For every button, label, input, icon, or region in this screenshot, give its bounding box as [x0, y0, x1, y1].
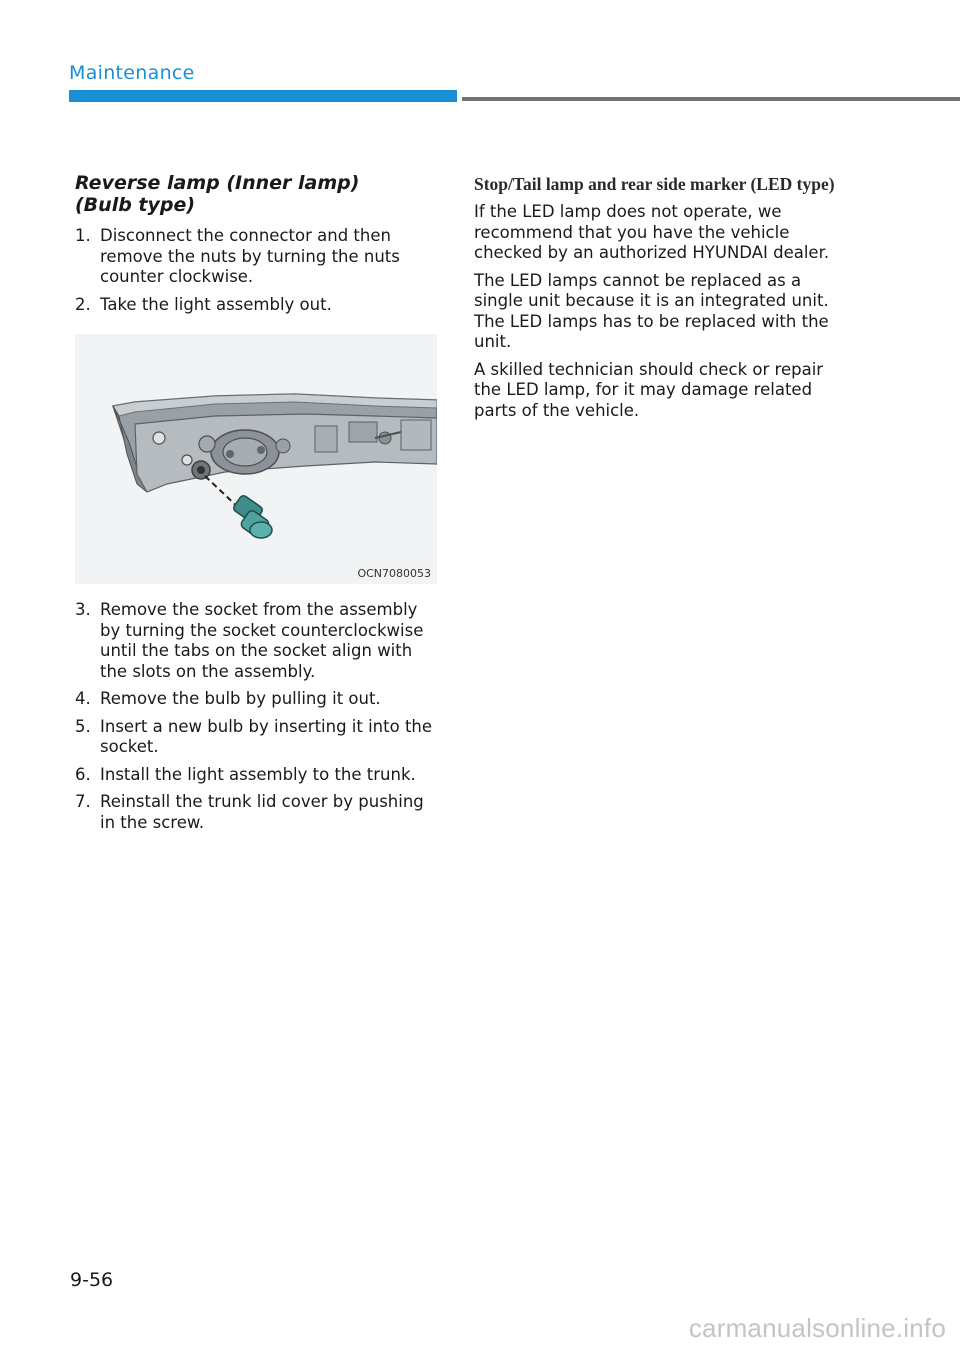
watermark: carmanualsonline.info — [688, 1313, 946, 1343]
led-paragraph: If the LED lamp does not operate, we recommend that you have the vehicle checked by an authorized HYUNDAI dealer. — [474, 202, 830, 262]
page-number: 9-56 — [70, 1269, 114, 1291]
step-text: Remove the socket from the assembly by turning the socket counterclockwise until the tabs on the socket align with the slots on the assembly. — [100, 600, 424, 681]
step-text: Install the light assembly to the trunk. — [100, 764, 416, 784]
step-text: Disconnect the connector and then remove the nuts by turning the nuts counter clockwise. — [100, 226, 400, 286]
step-number: 5. — [75, 716, 91, 736]
step-number: 6. — [75, 764, 91, 784]
left-column — [75, 172, 441, 840]
step-text: Insert a new bulb by inserting it into the socket. — [100, 716, 433, 756]
step-item — [75, 226, 441, 288]
section-title: Maintenance — [69, 62, 195, 84]
header-rule-gray — [462, 97, 960, 101]
steps-list-b — [75, 600, 441, 833]
step-item — [75, 600, 441, 682]
header-rule-blue — [69, 90, 457, 102]
led-lamp-heading: Stop/Tail lamp and rear side marker (LED type) — [474, 174, 835, 194]
bulb-socket-icon — [232, 494, 272, 539]
heading-line-1: Reverse lamp (Inner lamp) — [75, 172, 360, 194]
lamp-assembly-illustration — [75, 334, 437, 584]
step-number: 1. — [75, 226, 91, 245]
step-number: 2. — [75, 294, 91, 314]
heading-line-2: (Bulb type) — [75, 194, 196, 216]
step-text: Reinstall the trunk lid cover by pushing in the screw. — [100, 792, 424, 832]
step-number: 4. — [75, 689, 91, 708]
steps-list-a — [75, 226, 441, 315]
led-paragraph: A skilled technician should check or repair the LED lamp, for it may damage related parts of the vehicle. — [474, 359, 824, 420]
figure-code: OCN7080053 — [357, 567, 431, 580]
reverse-lamp-heading — [75, 172, 441, 216]
right-column — [474, 174, 844, 428]
step-number: 7. — [75, 792, 91, 811]
step-item — [75, 717, 441, 758]
step-text: Take the light assembly out. — [100, 294, 332, 314]
step-item — [75, 295, 441, 316]
step-number: 3. — [75, 600, 91, 619]
step-text: Remove the bulb by pulling it out. — [100, 689, 381, 708]
step-item — [75, 689, 441, 710]
step-item — [75, 792, 441, 833]
led-paragraph: The LED lamps cannot be replaced as a single unit because it is an integrated unit. The LED lamps has to be replaced with the unit. — [474, 270, 829, 351]
lamp-assembly-figure — [75, 334, 437, 584]
step-item — [75, 765, 441, 786]
